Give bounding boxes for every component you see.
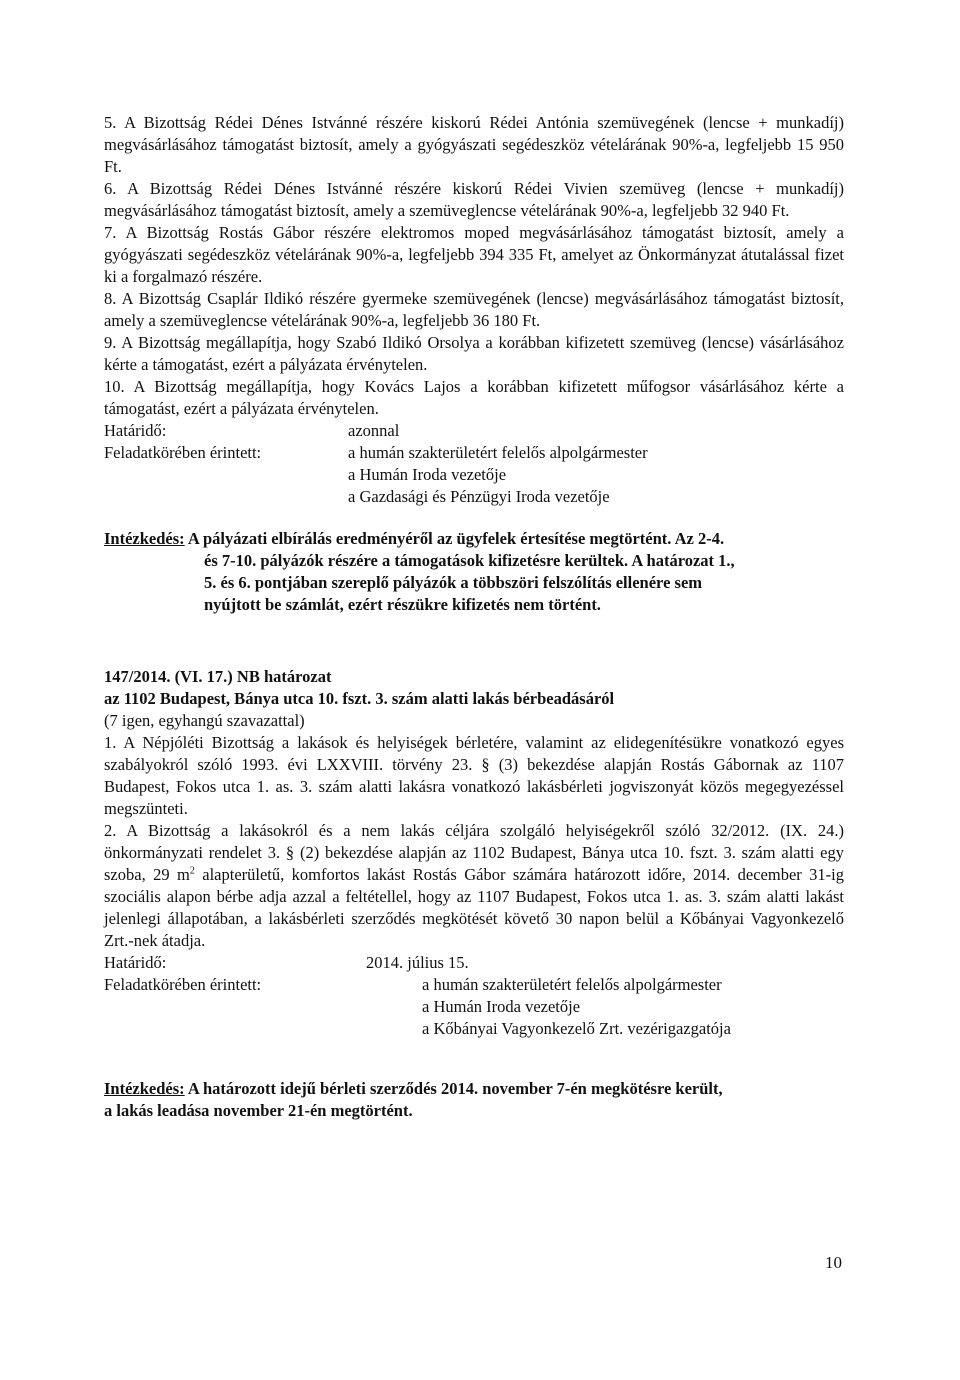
responsible-value-1: a humán szakterületért felelős alpolgármester xyxy=(422,975,722,994)
list-item-9 xyxy=(104,332,844,376)
deadline-row-2 xyxy=(104,952,844,974)
item-text: A Bizottság megállapítja, hogy Kovács Lajos a korábban kifizetett műfogsor vásárlásához kérte a támogatást, ezért a pályázata érvénytelen. xyxy=(104,377,844,418)
responsible-row-2 xyxy=(104,974,844,996)
resolution-subject: az 1102 Budapest, Bánya utca 10. fszt. 3. szám alatti lakás bérbeadásáról xyxy=(104,689,615,708)
superscript: 2 xyxy=(189,865,195,877)
responsible-value-3: a Gazdasági és Pénzügyi Iroda vezetője xyxy=(348,487,610,506)
action-line-2: és 7-10. pályázók részére a támogatások kifizetésre kerültek. A határozat 1., xyxy=(204,551,735,570)
action-line-1: A pályázati elbírálás eredményéről az ügyfelek értesítése megtörtént. Az 2-4. xyxy=(184,529,725,548)
resolution-vote: (7 igen, egyhangú szavazattal) xyxy=(104,711,305,730)
list-item-8 xyxy=(104,288,844,332)
deadline-value: azonnal xyxy=(348,421,400,440)
action-note-2 xyxy=(104,1078,844,1122)
item-text: A Bizottság Rostás Gábor részére elektromos moped megvásárlásához támogatást biztosít, amely a gyógyászati segédeszköz vételárának 90%-a, legfeljebb 394 335 Ft, amelyet az Önkormányzat átutalással fizet ki a forgalmazó részére. xyxy=(104,223,844,286)
spacer xyxy=(104,616,844,666)
list-item-7 xyxy=(104,222,844,288)
page-number: 10 xyxy=(825,1253,842,1272)
item-number: 6. xyxy=(104,179,117,198)
item-number: 8. xyxy=(104,289,117,308)
responsible-value-3: a Kőbányai Vagyonkezelő Zrt. vezérigazgatója xyxy=(422,1019,731,1038)
document-body xyxy=(104,112,844,1122)
action-line-1: A határozott idejű bérleti szerződés 2014. november 7-én megkötésre került, xyxy=(184,1079,723,1098)
item-text: A Bizottság Rédei Dénes Istvánné részére kiskorú Rédei Antónia szemüvegének (lencse + munkadíj) megvásárlásához támogatást biztosít, amely a gyógyászati segédeszköz vételárának 90%-a, legfeljebb 15 950 Ft. xyxy=(104,113,845,176)
item-number: 10. xyxy=(104,377,125,396)
responsible-value-1: a humán szakterületért felelős alpolgármester xyxy=(348,443,648,462)
deadline-label: Határidő: xyxy=(104,953,167,972)
deadline-row xyxy=(104,420,844,442)
responsible-value-2: a Humán Iroda vezetője xyxy=(422,997,581,1016)
item-text: A Bizottság Rédei Dénes Istvánné részére kiskorú Rédei Vivien szemüveg (lencse + munkadíj) megvásárlásához támogatást biztosít, amely a szemüveglencse vételárának 90%-a, legfeljebb 32 940 Ft. xyxy=(104,179,844,220)
list-item-6 xyxy=(104,178,844,222)
responsible-row xyxy=(104,442,844,464)
action-label: Intézkedés: xyxy=(104,529,185,548)
item-number: 5. xyxy=(104,113,117,132)
action-line-4: nyújtott be számlát, ezért részükre kifizetés nem történt. xyxy=(204,595,601,614)
resolution-item-2-text-a: 2. A Bizottság a lakásokról és a nem lakás céljára szolgáló helyiségekről szóló 32/2012. (IX. 24.) önkormányzati rendelet 3. § (2) bekezdése alapján az 1102 Budapest, Bánya utca 10. fszt. 3. szám alatti egy szoba, 29 m xyxy=(104,821,844,884)
resolution-item-2-text-b: alapterületű, komfortos lakást Rostás Gábor számára határozott időre, 2014. december 31-ig szociális alapon bérbe adja azzal a feltétellel, hogy az 1107 Budapest, Fokos utca 1. as. 3. szám alatti lakást jelenlegi állapotában, a lakásbérleti szerződés megkötését követő 30 napon belül a Kőbányai Vagyonkezelő Zrt.-nek átadja. xyxy=(104,865,844,950)
action-line-3: 5. és 6. pontjában szereplő pályázók a többszöri felszólítás ellenére sem xyxy=(204,573,703,592)
item-text: A Bizottság megállapítja, hogy Szabó Ildikó Orsolya a korábban kifizetett szemüveg (lencse) vásárlásához kérte a támogatást, ezért a pályázata érvénytelen. xyxy=(104,333,845,374)
responsible-value-2: a Humán Iroda vezetője xyxy=(348,465,507,484)
list-item-10 xyxy=(104,376,844,420)
responsible-label: Feladatkörében érintett: xyxy=(104,443,262,462)
item-text: A Bizottság Csaplár Ildikó részére gyermeke szemüvegének (lencse) megvásárlásához támogatást biztosít, amely a szemüveglencse vételárának 90%-a, legfeljebb 36 180 Ft. xyxy=(104,289,844,330)
list-item-5 xyxy=(104,112,844,178)
resolution-item-2 xyxy=(104,820,844,952)
action-note-1 xyxy=(104,528,844,616)
responsible-label: Feladatkörében érintett: xyxy=(104,975,262,994)
resolution-item-1: 1. A Népjóléti Bizottság a lakások és helyiségek bérletére, valamint az elidegenítésükre vonatkozó egyes szabályokról szóló 1993. évi LXXVIII. törvény 23. § (3) bekezdése alapján Rostás Gábornak az 1107 Budapest, Fokos utca 1. as. 3. szám alatti lakásra vonatkozó lakásbérleti jogviszonyát közös megegyezéssel megszünteti. xyxy=(104,733,844,818)
resolution-number: 147/2014. (VI. 17.) NB határozat xyxy=(104,667,332,686)
deadline-label: Határidő: xyxy=(104,421,167,440)
deadline-value: 2014. július 15. xyxy=(366,953,469,972)
action-line-2: a lakás leadása november 21-én megtörtént. xyxy=(104,1101,413,1120)
item-number: 9. xyxy=(104,333,117,352)
item-number: 7. xyxy=(104,223,117,242)
action-label: Intézkedés: xyxy=(104,1079,185,1098)
